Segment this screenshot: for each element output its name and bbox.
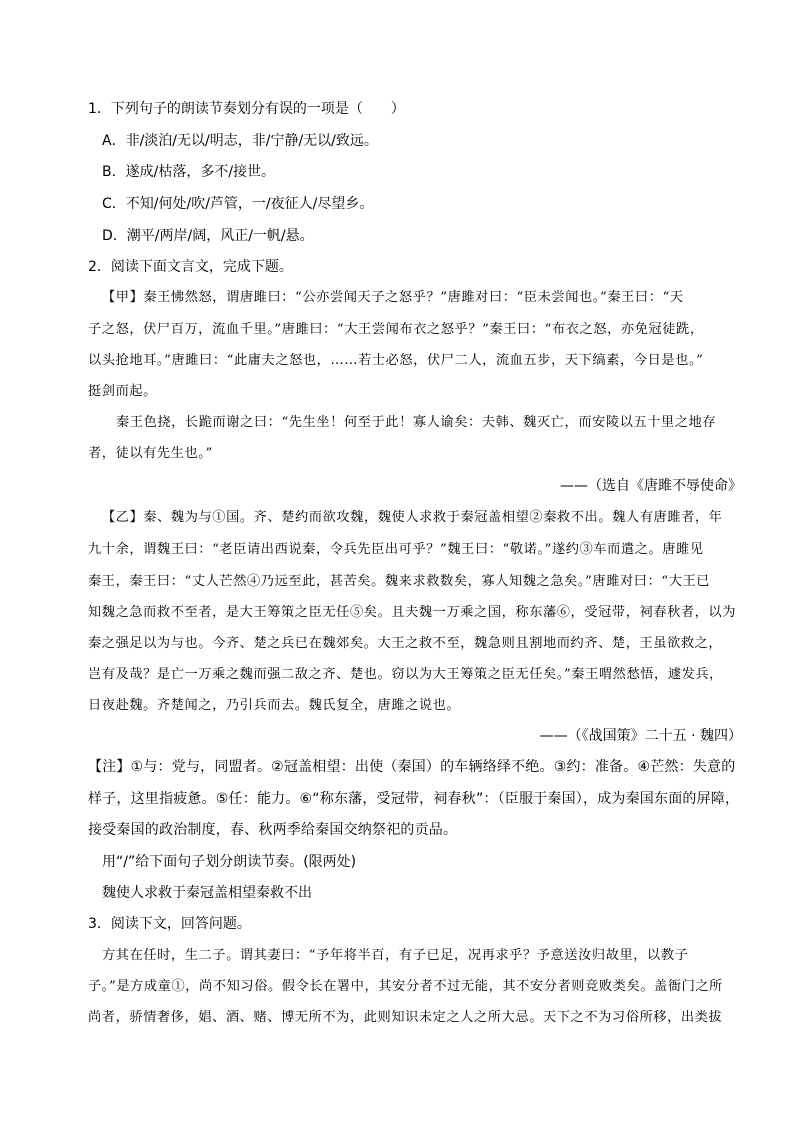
yi-passage-line: 知魏之急而救不至者，是大王筹策之臣无任⑤矣。且夫魏一万乘之国，称东藩⑥，受冠带，祠春秋者，以为	[88, 605, 737, 620]
yi-passage-line: 秦王，秦王曰：“丈人芒然④乃远至此，甚苦矣。魏来求救数矣，寡人知魏之急矣。”唐雎对曰：“大王已	[88, 574, 711, 589]
question-2-task: 用“/”给下面句子划分朗读节奏。(限两处)	[102, 854, 357, 870]
jia-passage-line: 子之怒，伏尸百万，流血千里。”唐雎曰：“大王尝闻布衣之怒乎？”秦王曰：“布衣之怒，亦免冠徒跣，	[88, 322, 704, 337]
q3-passage-line: 尚者，骄情奢侈，娼、酒、赌、博无所不为，此则知识未定之人之所大忌。天下之不为习俗所移，出类拔	[88, 1010, 723, 1025]
question-1-option-a: A．非/淡泊/无以/明志，非/宁静/无以/致远。	[102, 133, 378, 149]
notes-line: 【注】①与：党与，同盟者。②冠盖相望：出使（秦国）的车辆络绎不绝。③约：准备。④芒然：失意的	[88, 759, 736, 775]
jia-passage-line: 者，徒以有先生也。”	[88, 446, 213, 461]
question-1-option-d: D．潮平/两岸/阔，风正/一帆/悬。	[102, 228, 314, 244]
jia-passage-line: 【甲】秦王怫然怒，谓唐雎曰：“公亦尝闻天子之怒乎？”唐雎对曰：“臣未尝闻也。”秦王曰：“天	[102, 290, 684, 305]
yi-passage-line: 【乙】秦、魏为与①国。齐、楚约而欲攻魏，魏使人求救于秦冠盖相望②秦救不出。魏人有唐雎者，年	[102, 510, 723, 525]
yi-passage-line: 日夜赴魏。齐楚闻之，乃引兵而去。魏氏复全，唐雎之说也。	[88, 698, 461, 713]
yi-passage-line: 秦之强足以为与也。今齐、楚之兵已在魏郊矣。大王之救不至，魏急则且割地而约齐、楚，王虽欲救之，	[88, 636, 723, 651]
question-1-stem: 1．下列句子的朗读节奏划分有误的一项是（ ）	[88, 101, 405, 117]
yi-passage-line: 岂有及哉？是亡一万乘之魏而强二敌之齐、楚也。窃以为大王筹策之臣无任矣。”秦王喟然愁悟，遽发兵，	[88, 667, 723, 682]
jia-passage-line: 以头抢地耳。”唐雎曰：“此庸夫之怒也，……若士必怒，伏尸二人，流血五步，天下缟素，今日是也。”	[88, 353, 704, 368]
notes-line: 接受秦国的政治制度，春、秋两季给秦国交纳祭祀的贡品。	[88, 822, 458, 838]
q3-passage-line: 子。”是方成童①，尚不知习俗。假令长在署中，其安分者不过无能，其不安分者则竞败类矣。盖衙门之所	[88, 979, 723, 994]
question-2-sentence: 魏使人求救于秦冠盖相望秦救不出	[102, 885, 312, 901]
notes-line: 样子，这里指疲惫。⑤任：能力。⑥“称东藩，受冠带，祠春秋”：（臣服于秦国），成为秦国东面的屏障，	[88, 791, 740, 807]
question-3-stem: 3．阅读下文，回答问题。	[88, 916, 251, 932]
question-2-stem: 2．阅读下面文言文，完成下题。	[88, 259, 293, 275]
question-1-option-c: C．不知/何处/吹/芦管，一/夜征人/尽望乡。	[102, 196, 374, 212]
jia-passage-line: 挺剑而起。	[88, 384, 157, 399]
yi-passage-line: 九十余，谓魏王曰：“老臣请出西说秦，令兵先臣出可乎？”魏王曰：“敬诺。”遂约③车而遣之。唐雎见	[88, 542, 704, 557]
question-1-option-b: B．遂成/枯落，多不/接世。	[102, 164, 276, 180]
jia-passage-line: 秦王色挠，长跪而谢之曰：“先生坐！何至于此！寡人谕矣：夫韩、魏灭亡，而安陵以五十里之地存	[116, 415, 717, 430]
yi-source: ——（《战国策》二十五 · 魏四）	[539, 728, 742, 744]
q3-passage-line: 方其在任时，生二子。谓其妻曰：“予年将半百，有子已足，况再求乎？予意送汝归故里，以教子	[102, 948, 689, 963]
jia-source: ——（选自《唐雎不辱使命》	[560, 478, 742, 494]
